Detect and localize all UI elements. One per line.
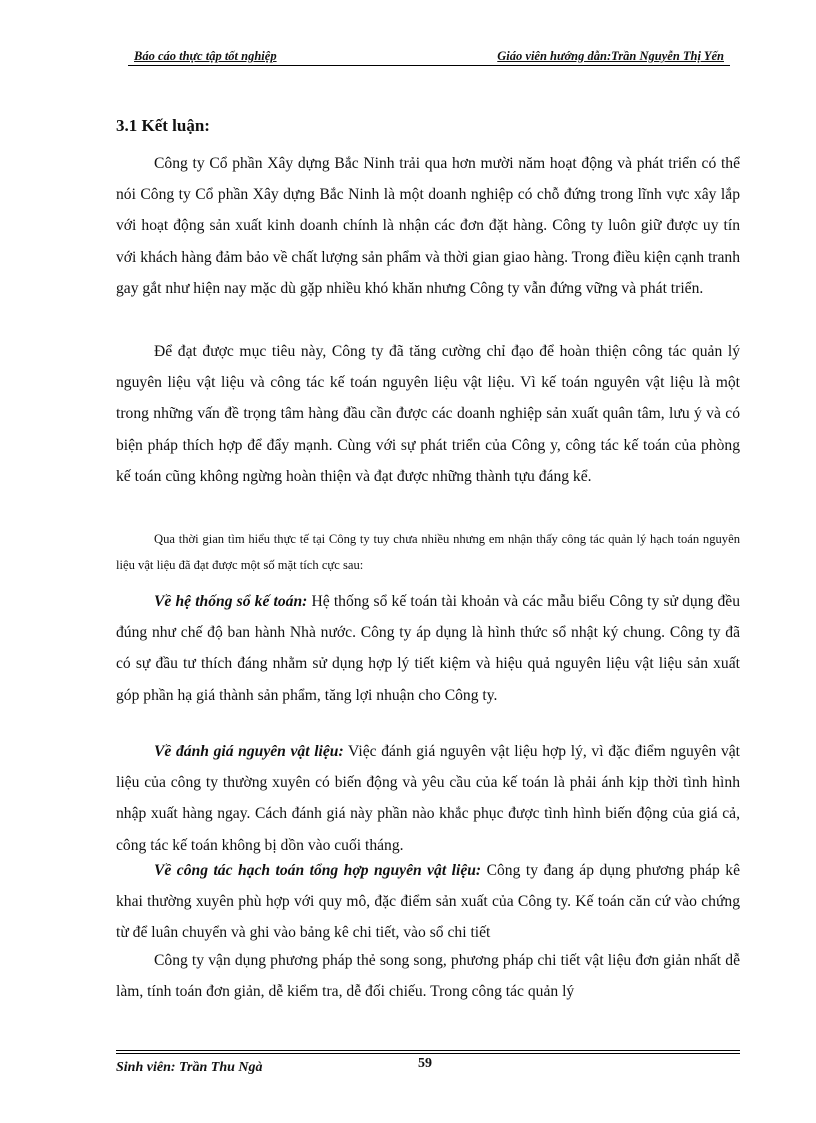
page-footer [116, 1050, 740, 1090]
section-heading: 3.1 Kết luận: [116, 116, 210, 135]
header-report-title: Báo cáo thực tập tốt nghiệp [134, 49, 277, 63]
paragraph-6 [116, 855, 740, 949]
paragraph-4-body: Hệ thống sổ kế toán tài khoản và các mẫu biểu Công ty sử dụng đều đúng như chế độ ban hành Nhà nước. Công ty áp dụng là hình thức sổ nhật ký chung. Công ty đã có sự đầu tư thích đáng nhằm sử dụng hợp lý tiết kiệm và hiệu quả nguyên liệu vật liệu sản xuất góp phần hạ giá thành sản phẩm, tăng lợi nhuận cho Công ty. [116, 593, 740, 704]
paragraph-7: Công ty vận dụng phương pháp thẻ song song, phương pháp chi tiết vật liệu đơn giản nhất dễ làm, tính toán đơn giản, dễ kiểm tra, dễ đối chiếu. Trong công tác quản lý [116, 952, 740, 1001]
paragraph-4-lead: Về hệ thống sổ kế toán: [154, 593, 308, 610]
footer-student-name: Sinh viên: Trần Thu Ngà [116, 1060, 263, 1075]
paragraph-5-lead: Về đánh giá nguyên vật liệu: [154, 743, 344, 760]
paragraph-2: Để đạt được mục tiêu này, Công ty đã tăng cường chỉ đạo để hoàn thiện công tác quản lý nguyên liệu vật liệu và công tác kế toán nguyên liệu vật liệu. Vì kế toán nguyên vật liệu là một trong những vấn đề trọng tâm hàng đầu cần được các doanh nghiệp sản xuất quân tâm, lưu ý và có biện pháp thích hợp để đẩy mạnh. Cùng với sự phát triển của Công y, công tác kế toán của phòng kế toán cũng không ngừng hoàn thiện và đạt được những thành tựu đáng kể. [116, 343, 740, 485]
footer-rule-bottom [116, 1053, 740, 1054]
paragraph-5 [116, 736, 740, 861]
header-supervisor: Giáo viên hướng dẫn:Trần Nguyễn Thị Yến [497, 49, 724, 63]
paragraph-6-lead: Về công tác hạch toán tổng hợp nguyên vật liệu: [154, 862, 482, 879]
paragraph-6-body: Công ty đang áp dụng phương pháp kê khai thường xuyên phù hợp với quy mô, đặc điểm sản xuất của Công ty. Kế toán căn cứ vào chứng từ để luân chuyển và ghi vào bảng kê chi tiết, vào sổ chi tiết [116, 862, 740, 942]
page-number: 59 [418, 1056, 432, 1071]
footer-rule-top [116, 1050, 740, 1051]
page-header [128, 46, 730, 66]
paragraph-4 [116, 586, 740, 711]
paragraph-1: Công ty Cổ phần Xây dựng Bắc Ninh trải qua hơn mười năm hoạt động và phát triển có thể nói Công ty Cổ phần Xây dựng Bắc Ninh là một doanh nghiệp có chỗ đứng trong lĩnh vực xây lắp với hoạt động sản xuất kinh doanh chính là nhận các đơn đặt hàng. Công ty luôn giữ được uy tín với khách hàng đảm bảo về chất lượng sản phẩm và thời gian giao hàng. Trong điều kiện cạnh tranh gay gắt như hiện nay mặc dù gặp nhiều khó khăn nhưng Công ty vẫn đứng vững và phát triển. [116, 155, 740, 297]
header-rule [128, 65, 730, 66]
paragraph-5-body: Việc đánh giá nguyên vật liệu hợp lý, vì đặc điểm nguyên vật liệu của công ty thường xuyên có biến động và yêu cầu của kế toán là phải ánh kịp thời tình hình nhập xuất hàng ngay. Cách đánh giá này phần nào khắc phục được tình hình biến động của giá cả, công tác kế toán không bị dồn vào cuối tháng. [116, 743, 740, 854]
paragraph-3: Qua thời gian tìm hiểu thực tế tại Công ty tuy chưa nhiều nhưng em nhận thấy công tác quản lý hạch toán nguyên liệu vật liệu đã đạt được một số mặt tích cực sau: [116, 532, 740, 572]
